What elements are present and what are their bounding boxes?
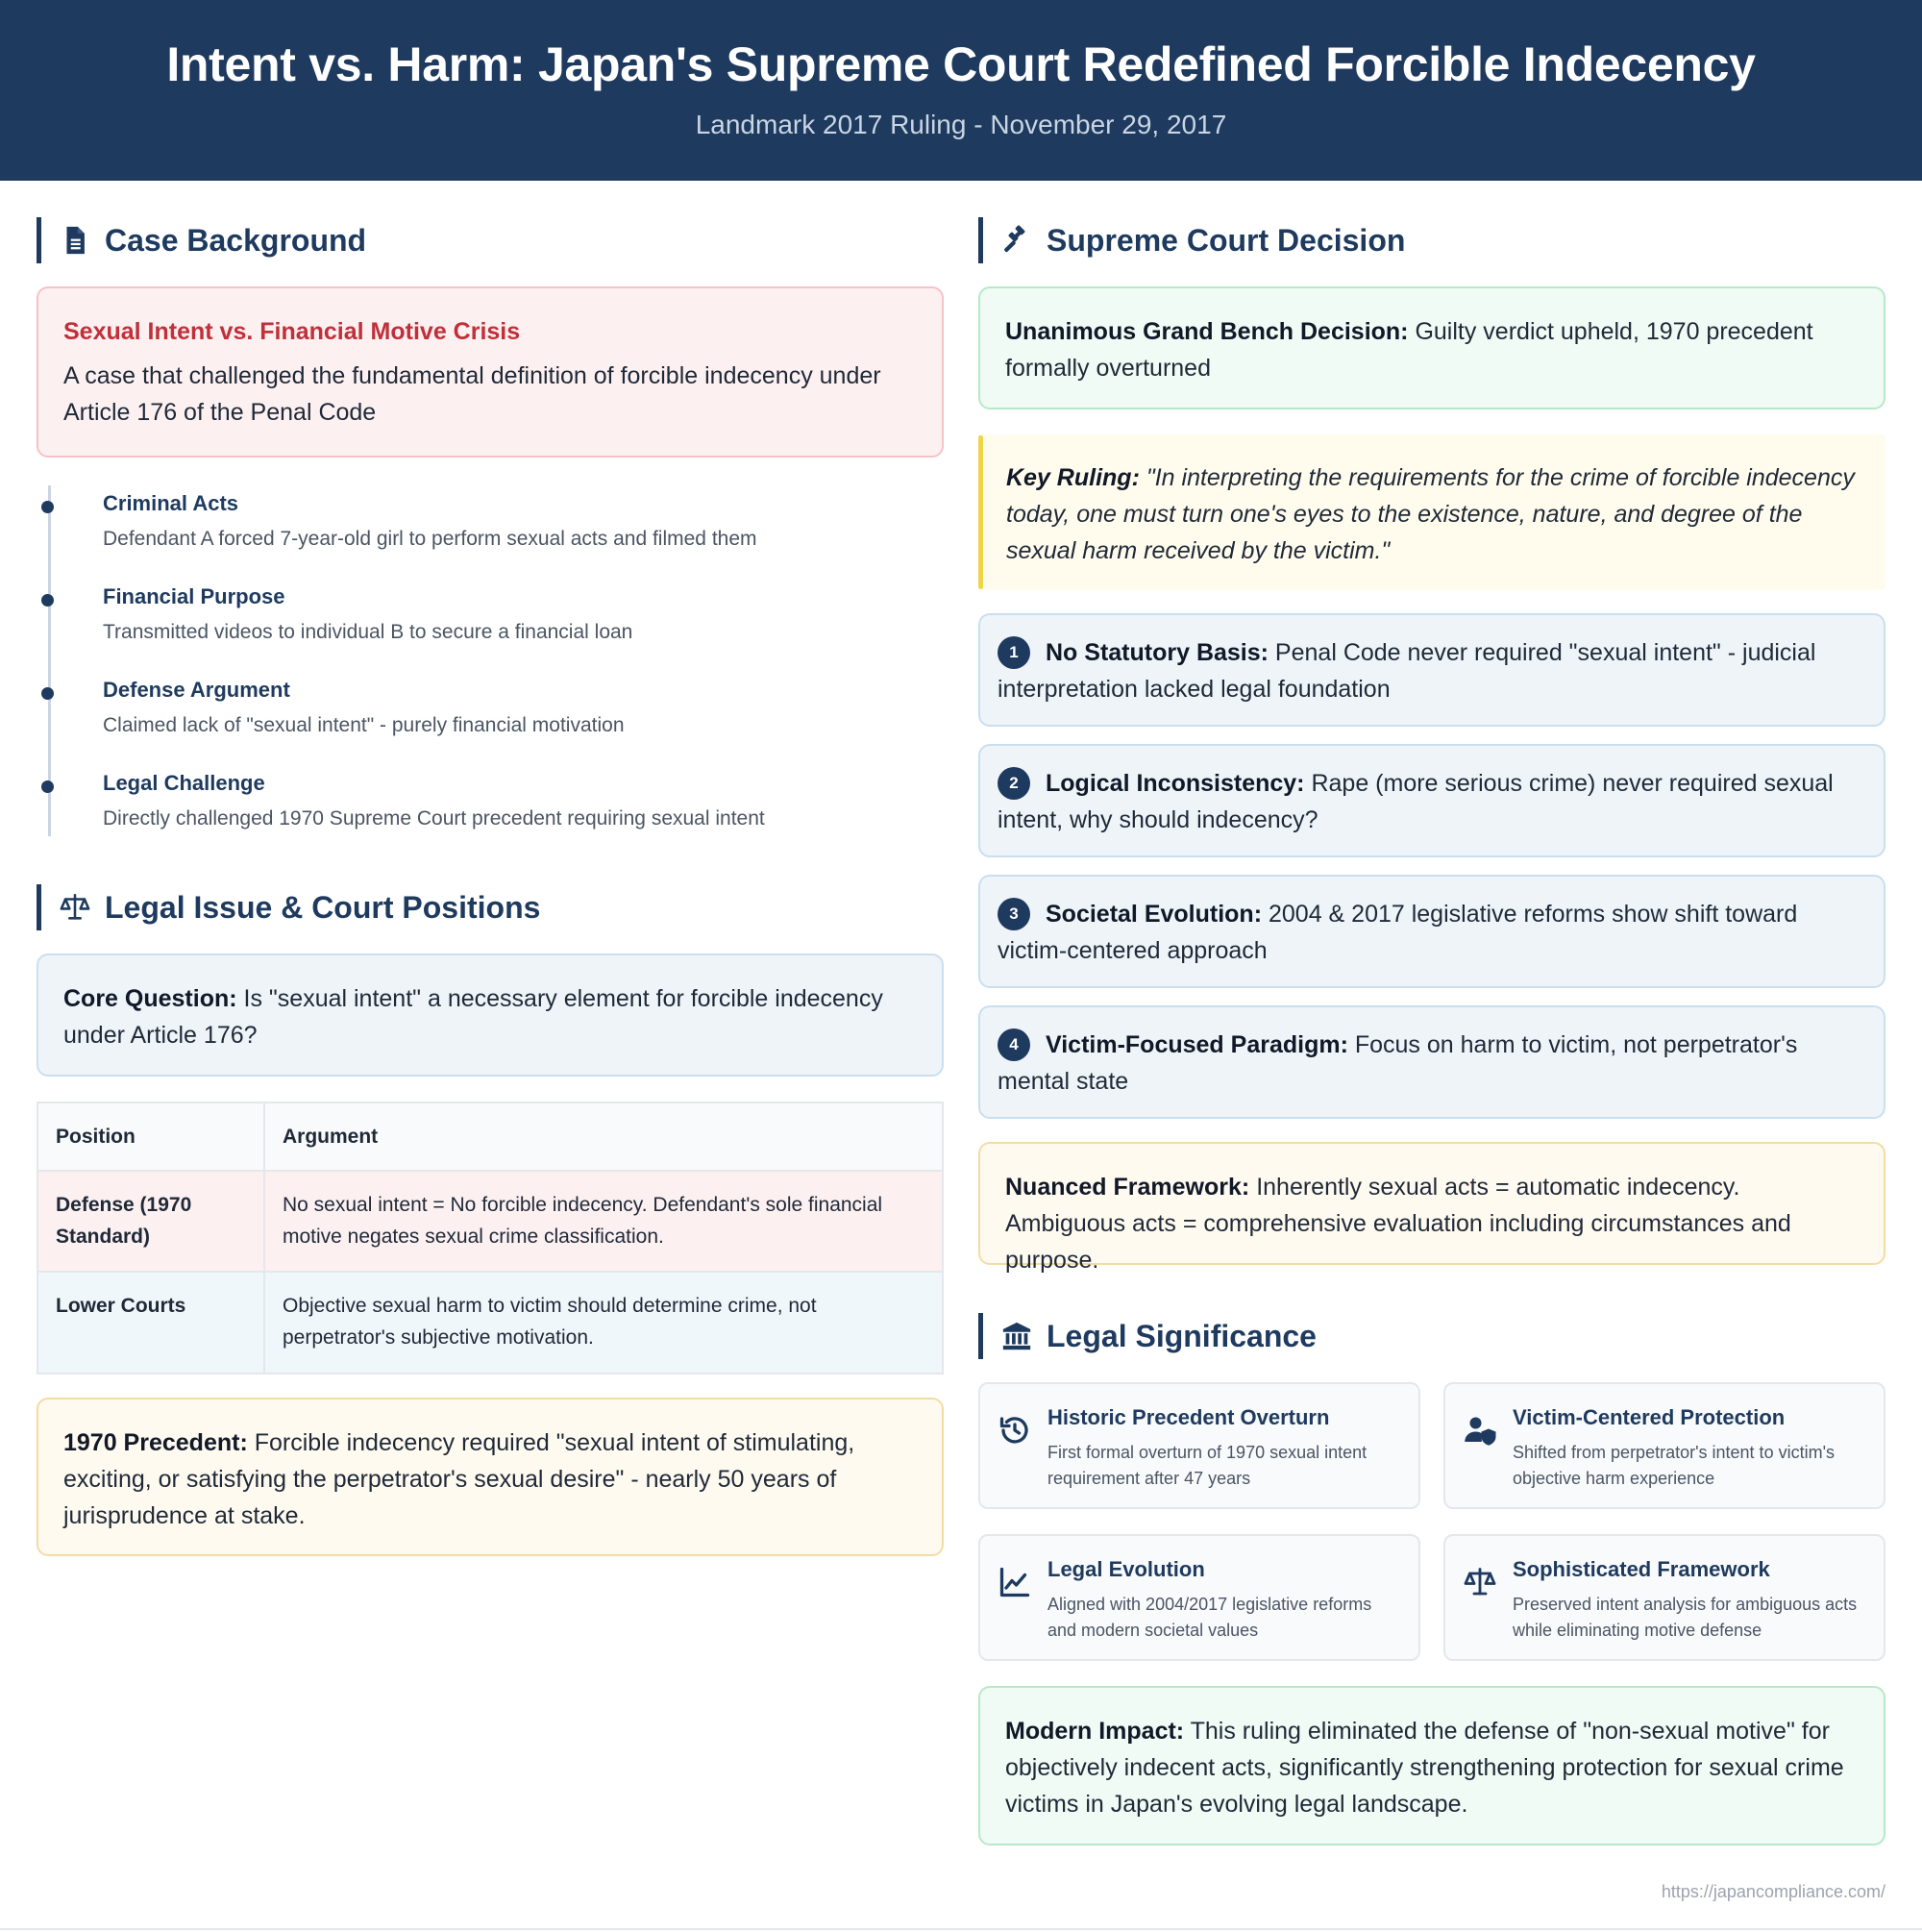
reason-card — [978, 875, 1885, 988]
section-heading: Legal Significance — [1047, 1318, 1317, 1353]
card-title: Sophisticated Framework — [1513, 1557, 1770, 1581]
key-ruling-label: Key Ruling: — [1006, 464, 1140, 491]
card-desc: Aligned with 2004/2017 legislative reforms and modern societal values — [1047, 1595, 1372, 1640]
reason-label: Victim-Focused Paradigm: — [1046, 1031, 1348, 1058]
card-title: Historic Precedent Overturn — [1047, 1405, 1330, 1429]
reason-number-badge: 1 — [998, 636, 1030, 669]
timeline-desc: Directly challenged 1970 Supreme Court precedent requiring sexual intent — [103, 807, 765, 830]
alert-box — [37, 286, 944, 458]
section-case-background — [37, 217, 366, 263]
balance-scale-icon — [1463, 1565, 1497, 1599]
timeline-dot — [41, 594, 54, 607]
table-cell-position: Defense (1970 Standard) — [38, 1172, 265, 1271]
impact-label: Modern Impact: — [1005, 1718, 1185, 1745]
table-row — [38, 1172, 942, 1273]
unanimous-label: Unanimous Grand Bench Decision: — [1005, 318, 1409, 345]
key-ruling-box — [978, 434, 1885, 590]
timeline-title: Financial Purpose — [103, 584, 285, 608]
unanimous-decision-box — [978, 286, 1885, 409]
balance-scale-icon — [59, 891, 91, 924]
section-legal-issue — [37, 884, 540, 930]
footer-url[interactable]: https://japancompliance.com/ — [1661, 1882, 1885, 1901]
core-question-box — [37, 954, 944, 1077]
modern-impact-box — [978, 1686, 1885, 1845]
precedent-box — [37, 1398, 944, 1556]
page-header — [0, 0, 1922, 181]
reason-text: Penal Code never required "sexual intent" - judicial interpretation lacked legal foundation — [998, 639, 1816, 703]
key-ruling-text: "In interpreting the requirements for the crime of forcible indecency today, one must turn one's eyes to the existence, nature, and degree of the sexual harm received by the victim." — [1006, 464, 1855, 564]
core-question-label: Core Question: — [63, 985, 237, 1012]
table-cell-position: Lower Courts — [38, 1273, 265, 1373]
table-row — [38, 1273, 942, 1373]
core-question-text: Is "sexual intent" a necessary element for forcible indecency under Article 176? — [63, 985, 883, 1049]
reason-text: 2004 & 2017 legislative reforms show shift toward victim-centered approach — [998, 901, 1798, 964]
positions-table — [37, 1102, 944, 1375]
section-legal-significance — [978, 1313, 1317, 1359]
table-header-row — [38, 1103, 942, 1172]
precedent-label: 1970 Precedent: — [63, 1429, 248, 1456]
timeline-desc: Transmitted videos to individual B to secure a financial loan — [103, 621, 633, 643]
card-desc: Preserved intent analysis for ambiguous acts while eliminating motive defense — [1513, 1595, 1858, 1640]
page-title: Intent vs. Harm: Japan's Supreme Court Redefined Forcible Indecency — [166, 37, 1756, 91]
impact-text: This ruling eliminated the defense of "non-sexual motive" for objectively indecent acts, significantly strengthening protection for sexual crime victims in Japan's evolving legal landscape. — [1005, 1718, 1844, 1818]
reason-number-badge: 2 — [998, 767, 1030, 800]
nuanced-text: Inherently sexual acts = automatic indecency. Ambiguous acts = comprehensive evaluation including circumstances and purpose. — [1005, 1174, 1791, 1274]
card-title: Legal Evolution — [1047, 1557, 1205, 1581]
reason-text: Focus on harm to victim, not perpetrator's mental state — [998, 1031, 1798, 1095]
significance-card — [978, 1534, 1420, 1661]
table-header-cell: Argument — [283, 1126, 379, 1148]
reason-card — [978, 1005, 1885, 1119]
timeline-title: Defense Argument — [103, 678, 290, 702]
chart-line-icon — [998, 1565, 1032, 1599]
card-desc: First formal overturn of 1970 sexual intent requirement after 47 years — [1047, 1443, 1368, 1488]
unanimous-text: Guilty verdict upheld, 1970 precedent formally overturned — [1005, 318, 1813, 382]
table-cell-argument: Objective sexual harm to victim should determine crime, not perpetrator's subjective motivation. — [283, 1295, 817, 1349]
nuanced-label: Nuanced Framework: — [1005, 1174, 1250, 1201]
timeline-desc: Defendant A forced 7-year-old girl to perform sexual acts and filmed them — [103, 528, 757, 550]
significance-card — [1443, 1382, 1885, 1509]
page-subtitle: Landmark 2017 Ruling - November 29, 2017 — [695, 110, 1227, 139]
case-timeline — [48, 485, 942, 836]
footer-divider — [0, 1928, 1922, 1930]
reason-card — [978, 613, 1885, 727]
precedent-text: Forcible indecency required "sexual intent of stimulating, exciting, or satisfying the perpetrator's sexual desire" - nearly 50 years of jurisprudence at stake. — [63, 1429, 855, 1529]
document-icon — [59, 224, 91, 257]
card-title: Victim-Centered Protection — [1513, 1405, 1786, 1429]
timeline-dot — [41, 501, 54, 513]
significance-card — [978, 1382, 1420, 1509]
section-heading: Case Background — [105, 222, 367, 258]
reason-number-badge: 4 — [998, 1028, 1030, 1061]
significance-card — [1443, 1534, 1885, 1661]
history-icon — [998, 1413, 1032, 1448]
reason-label: No Statutory Basis: — [1046, 639, 1269, 666]
reason-text: Rape (more serious crime) never required sexual intent, why should indecency? — [998, 770, 1834, 833]
section-heading: Supreme Court Decision — [1047, 222, 1406, 258]
timeline-title: Legal Challenge — [103, 771, 265, 795]
timeline-title: Criminal Acts — [103, 491, 239, 515]
table-header-cell: Position — [38, 1103, 265, 1170]
timeline-dot — [41, 687, 54, 700]
gavel-icon — [1000, 224, 1033, 257]
card-desc: Shifted from perpetrator's intent to victim's objective harm experience — [1513, 1443, 1836, 1488]
reason-number-badge: 3 — [998, 898, 1030, 930]
alert-text: A case that challenged the fundamental definition of forcible indecency under Article 176 of the Penal Code — [63, 362, 881, 426]
section-heading: Legal Issue & Court Positions — [105, 889, 541, 925]
timeline-dot — [41, 780, 54, 793]
alert-title: Sexual Intent vs. Financial Motive Crisis — [63, 318, 521, 345]
reason-label: Logical Inconsistency: — [1046, 770, 1305, 797]
reason-card — [978, 744, 1885, 857]
section-supreme-court-decision — [978, 217, 1405, 263]
user-shield-icon — [1463, 1413, 1497, 1448]
table-cell-argument: No sexual intent = No forcible indecency. Defendant's sole financial motive negates sexual crime classification. — [283, 1194, 883, 1248]
reason-label: Societal Evolution: — [1046, 901, 1263, 928]
landmark-icon — [1000, 1320, 1033, 1352]
nuanced-framework-box — [978, 1142, 1885, 1274]
timeline-desc: Claimed lack of "sexual intent" - purely financial motivation — [103, 714, 625, 736]
